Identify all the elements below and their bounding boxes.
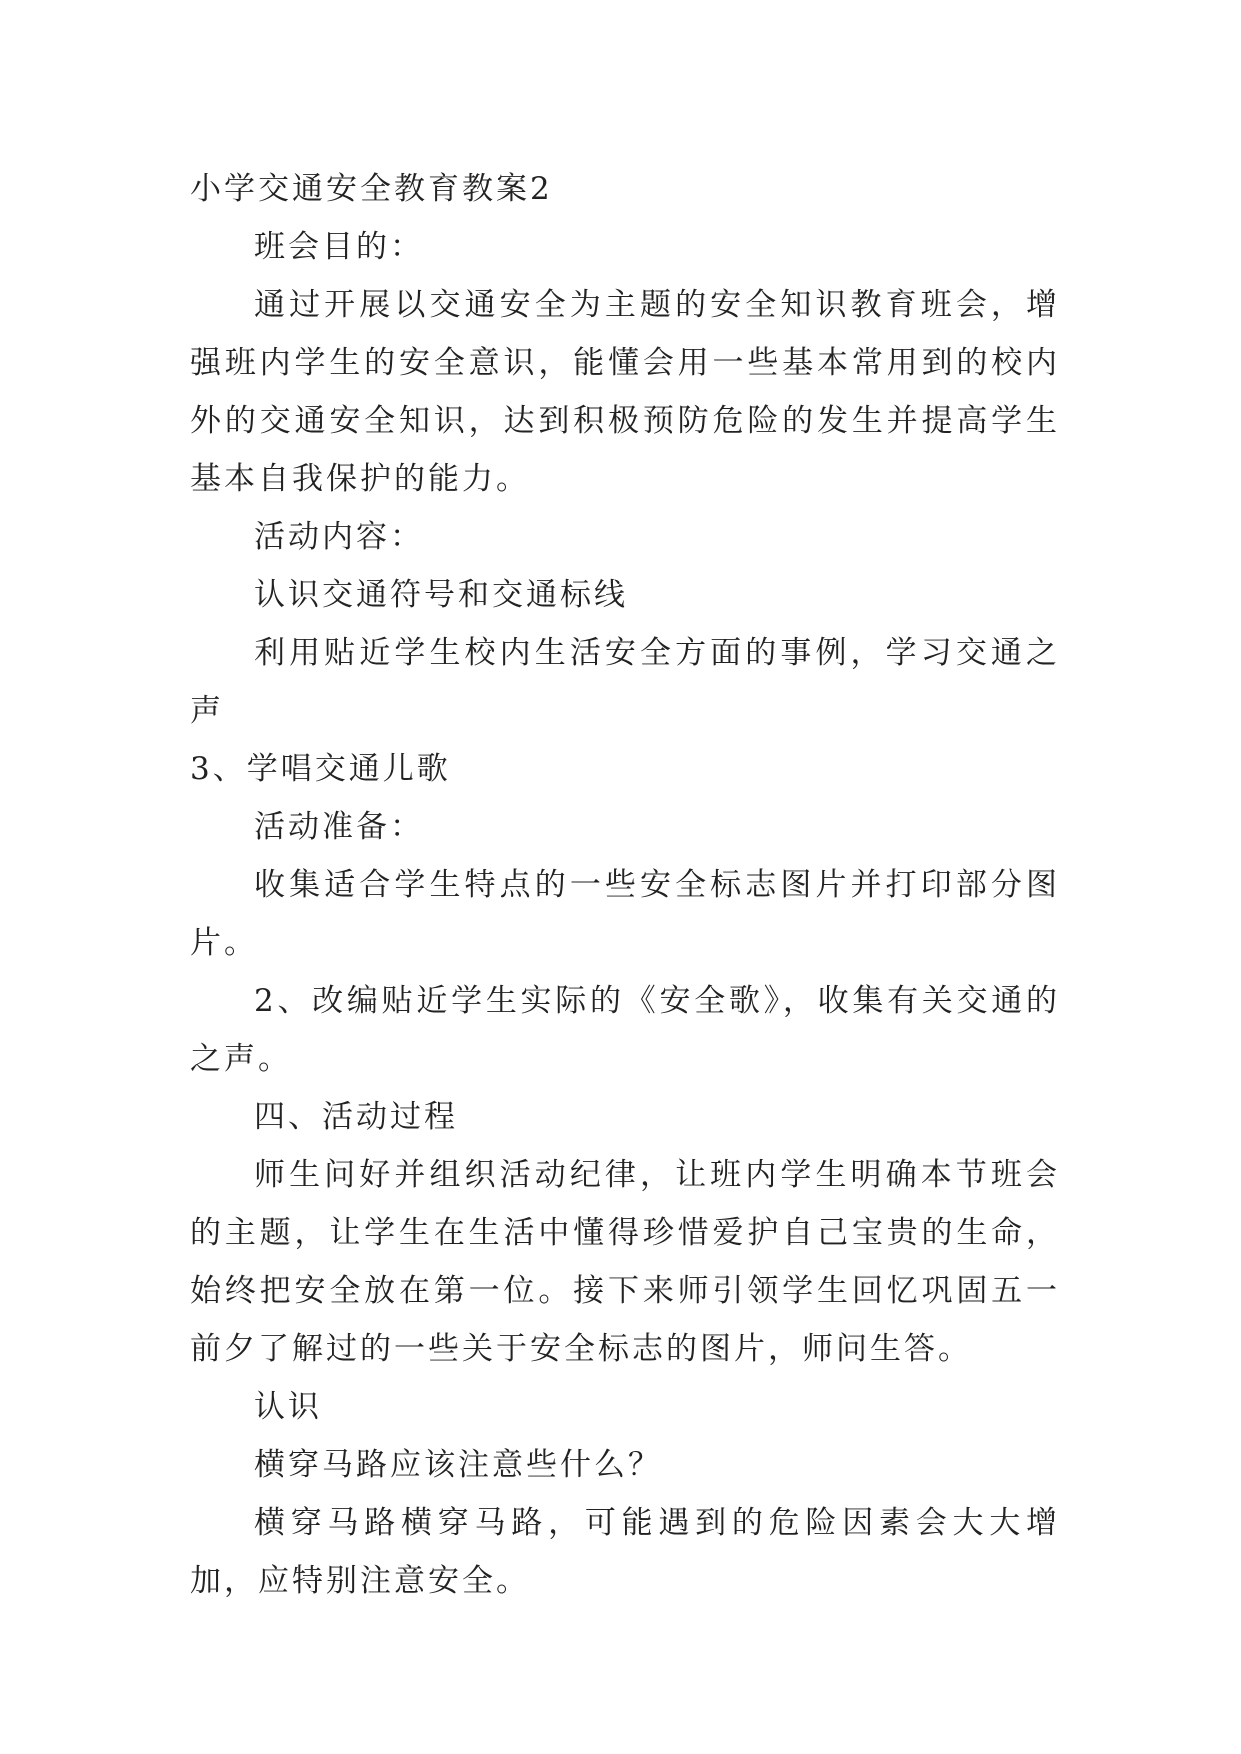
heading-activity-preparation: 活动准备： xyxy=(254,809,424,845)
question-crossing-road: 横穿马路应该注意些什么？ xyxy=(254,1447,662,1483)
document-title: 小学交通安全教育教案2 xyxy=(190,171,553,207)
list-item-collect-pictures: 收集适合学生特点的一些安全标志图片并打印部分图片。 xyxy=(190,867,1060,961)
paragraph-goal: 通过开展以交通安全为主题的安全知识教育班会，增强班内学生的安全意识，能懂会用一些基本常用到的校内外的交通安全知识，达到积极预防危险的发生并提高学生基本自我保护的能力。 xyxy=(190,287,1060,497)
subheading-recognize: 认识 xyxy=(254,1389,322,1425)
paragraph-crossing-road: 横穿马路横穿马路，可能遇到的危险因素会大大增加，应特别注意安全。 xyxy=(190,1505,1060,1599)
paragraph-process: 师生问好并组织活动纪律，让班内学生明确本节班会的主题，让学生在生活中懂得珍惜爱护自己宝贵的生命，始终把安全放在第一位。接下来师引领学生回忆巩固五一前夕了解过的一些关于安全标志的图片，师问生答。 xyxy=(190,1157,1060,1367)
list-item-traffic-signs: 认识交通符号和交通标线 xyxy=(254,577,628,613)
document-body xyxy=(190,160,1060,1610)
list-item-safety-song: 2、改编贴近学生实际的《安全歌》，收集有关交通的之声。 xyxy=(190,983,1060,1077)
heading-activity-content: 活动内容： xyxy=(254,519,424,555)
list-item-examples: 利用贴近学生校内生活安全方面的事例，学习交通之声 xyxy=(190,635,1060,729)
list-item-song: 3、学唱交通儿歌 xyxy=(190,751,451,787)
heading-activity-process: 四、活动过程 xyxy=(254,1099,458,1135)
heading-class-goal: 班会目的： xyxy=(254,229,424,265)
